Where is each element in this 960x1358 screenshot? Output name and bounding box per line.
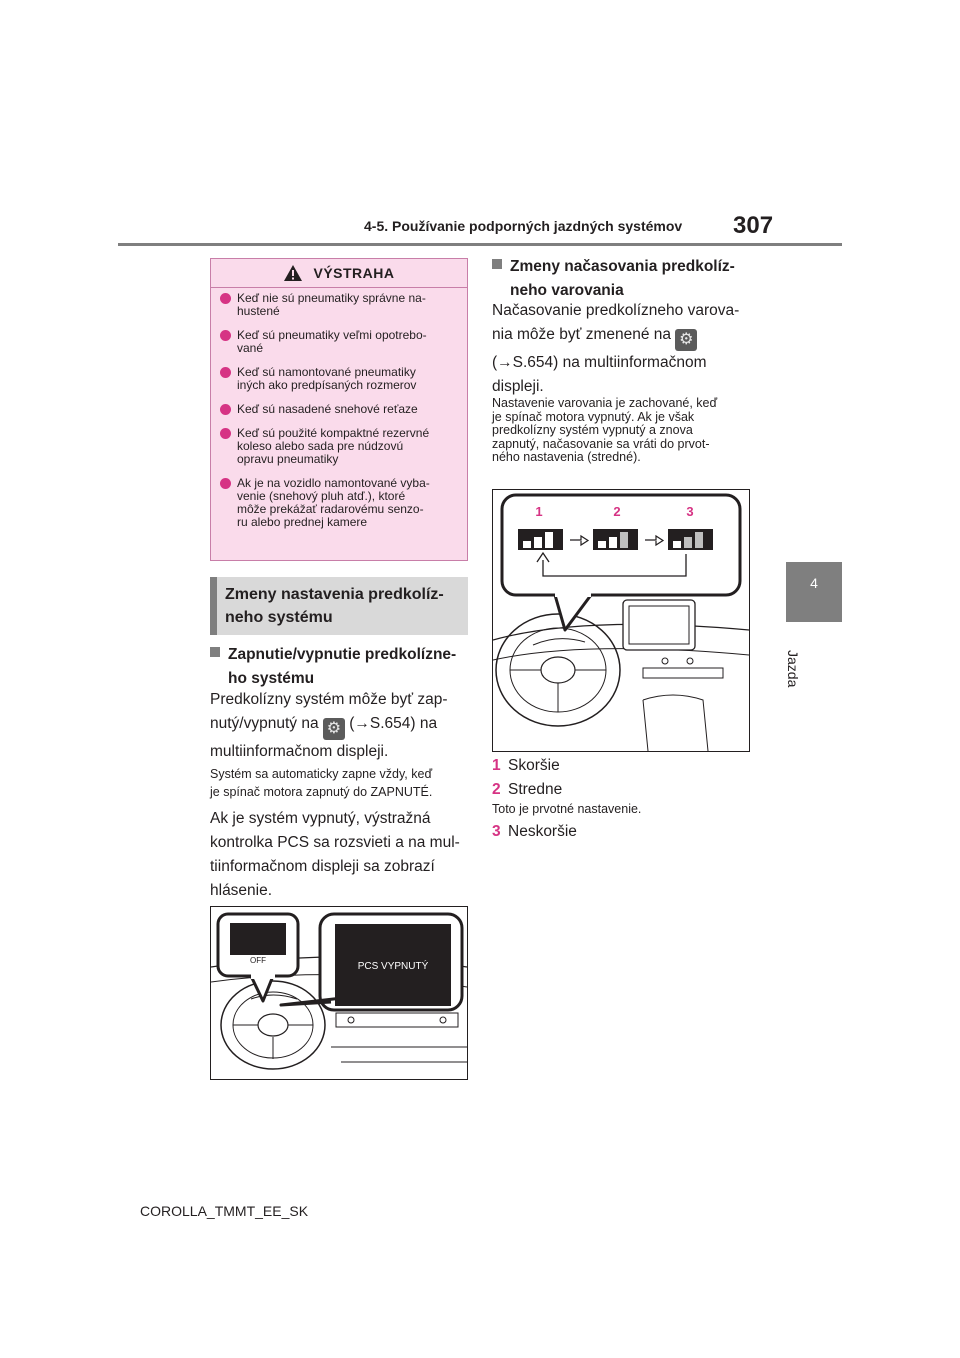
timing-label-3: 3	[686, 504, 694, 519]
warning-item-text: Keď sú použité kompaktné rezervné koleso alebo sada pre núdzovú opravu pneumatiky	[237, 426, 430, 466]
list-item: 1 Skoršie	[492, 757, 560, 774]
page-number: 307	[733, 212, 774, 239]
timing-indicator-2	[593, 529, 638, 550]
bullet-dot-icon	[220, 428, 231, 439]
timing-indicator-1	[518, 529, 563, 550]
chapter-label: Jazda	[785, 650, 801, 688]
bullet-dot-icon	[220, 404, 231, 415]
timing-list-note: Toto je prvotné nastavenie.	[492, 802, 642, 816]
right-paragraph: Načasovanie predkolízneho varova- nia môže byť zmenené na ⚙ (→S.654) na multiinformačnom displeji.	[492, 302, 740, 395]
timing-list	[492, 754, 757, 802]
dashboard-drawing	[211, 907, 467, 1079]
warning-item	[220, 292, 459, 318]
list-item: 2 Stredne	[492, 781, 563, 798]
right-subheading: Zmeny načasovania predkolíz- neho varovania	[492, 255, 757, 303]
warning-item-text: Keď sú pneumatiky veľmi opotrebo- vané	[237, 328, 427, 355]
square-bullet-icon	[492, 259, 502, 269]
pcs-off-illustration	[210, 906, 468, 1080]
right-note: Nastavenie varovania je zachované, keď je spínač motora vypnutý. Ak je však predkolízny systém vypnutý a znova zapnutý, načasovanie sa vráti do prvot- ného nastavenia (stredné).	[492, 396, 718, 464]
left-paragraph-1: Predkolízny systém môže byť zap- nutý/vypnutý na ⚙ (→S.654) na multiinformačnom displeji.	[210, 691, 448, 760]
square-bullet-icon	[210, 647, 220, 657]
bullet-dot-icon	[220, 367, 231, 378]
section-title: Zmeny nastavenia predkolíz- neho systému	[225, 586, 444, 626]
bullet-dot-icon	[220, 478, 231, 489]
warning-item-text: Keď sú namontované pneumatiky iných ako predpísaných rozmerov	[237, 365, 417, 392]
settings-gear-icon: ⚙	[675, 329, 697, 351]
bullet-dot-icon	[220, 293, 231, 304]
left-subheading: Zapnutie/vypnutie predkolízne- ho systému	[210, 643, 470, 691]
warning-item-text: Keď nie sú pneumatiky správne na- hustené	[237, 291, 426, 318]
timing-indicator-3	[668, 529, 713, 550]
warning-box	[210, 258, 468, 561]
chapter-number: 4	[810, 575, 818, 591]
warning-title: VÝSTRAHA	[313, 265, 395, 281]
timing-illustration	[492, 489, 750, 752]
warning-item-text: Keď sú nasadené snehové reťaze	[237, 402, 418, 416]
left-note: Systém sa automaticky zapne vždy, keď je spínač motora zapnutý do ZAPNUTÉ.	[210, 767, 433, 799]
timing-label-2: 2	[613, 504, 621, 519]
warning-triangle-icon	[283, 264, 303, 282]
settings-gear-icon: ⚙	[323, 718, 345, 740]
chapter-tab[interactable]	[786, 562, 842, 622]
list-item: 3 Neskoršie	[492, 823, 577, 840]
left-paragraph-2: Ak je systém vypnutý, výstražná kontrolka PCS sa rozsvieti a na mul- tiinformačnom displeji sa zobrazí hlásenie.	[210, 810, 460, 899]
footer-code: COROLLA_TMMT_EE_SK	[140, 1203, 309, 1219]
warning-item	[220, 427, 459, 466]
timing-drawing	[493, 490, 749, 751]
warning-item	[220, 477, 459, 529]
pcs-off-message: PCS VYPNUTÝ	[357, 961, 429, 972]
header-rule	[118, 243, 842, 246]
running-header: 4-5. Používanie podporných jazdných systémov	[364, 218, 683, 234]
warning-item	[220, 366, 459, 392]
warning-item	[220, 403, 459, 416]
warning-header	[211, 259, 467, 288]
warning-item-text: Ak je na vozidlo namontované vyba- venie (snehový pluh atď.), ktoré môže prekážať radarovému senzo- ru alebo prednej kamere	[237, 476, 430, 529]
off-label: OFF	[250, 956, 266, 965]
warning-list	[211, 288, 467, 529]
warning-item	[220, 329, 459, 355]
bullet-dot-icon	[220, 330, 231, 341]
timing-label-1: 1	[535, 504, 543, 519]
section-heading	[210, 577, 468, 635]
